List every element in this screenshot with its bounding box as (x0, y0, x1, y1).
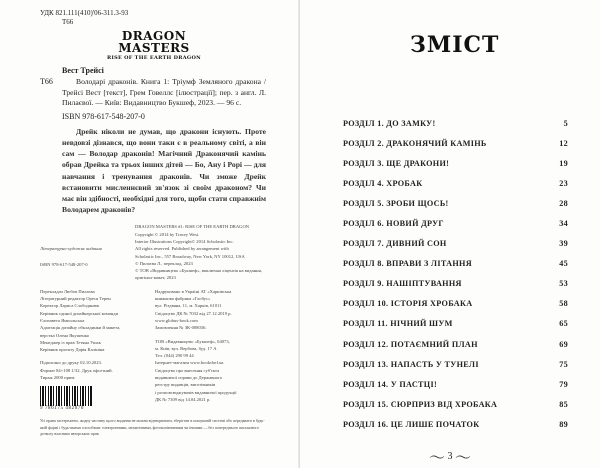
toc-label: РОЗДІЛ 4. ХРОБАК (343, 178, 423, 188)
publisher-line: реєстру видавців, виготівників (155, 382, 216, 388)
toc-label: РОЗДІЛ 5. ЗРОБИ ЩОСЬ! (343, 198, 449, 208)
logo-subtitle: RISE OF THE EARTH DRAGON (106, 55, 201, 61)
imprint-right-column (155, 288, 268, 413)
toc-label: РОЗДІЛ 3. ЩЕ ДРАКОНИ! (343, 158, 450, 168)
author: Вест Трейсі (62, 66, 104, 75)
toc-page: 58 (559, 299, 568, 309)
toc-page: 12 (559, 138, 568, 148)
toc-entry (343, 254, 568, 274)
credits-line: Єлизавета Ямпольська (40, 317, 85, 323)
publisher-line: і розповсюджувачів видавничої продукції (155, 389, 237, 395)
toc-label: РОЗДІЛ 6. НОВИЙ ДРУГ (343, 219, 444, 229)
copy-line: Interior Illustrations Copyright© 2014 Scholastic Inc. (135, 239, 234, 244)
toc-page: 79 (559, 379, 568, 389)
udk-code: УДК 821.111(410)'06-311.3-93 (40, 9, 129, 17)
toc-page: 45 (559, 259, 568, 269)
toc-page: 89 (559, 419, 568, 429)
credits-line: Керівник єдиної дизайнерської команди (40, 310, 119, 316)
toc-page: 19 (559, 158, 568, 168)
toc-page: 53 (559, 279, 568, 289)
toc-entry (343, 193, 568, 213)
copy-line: DRAGON MASTERS #1: RISE OF THE EARTH DRAGON (135, 224, 250, 230)
toc-label: РОЗДІЛ 16. ЦЕ ЛИШЕ ПОЧАТОК (343, 419, 480, 429)
printer-line: Свідоцтво ДК № 7032 від 27.12.2019 р. (155, 310, 232, 316)
blurb: Дрейк ніколи не думав, що дракони існують. Проте невдовзі дізнався, що вони таки є в реальному світі, а він сам — Володар драконів! Магічний Драконячий камінь обрав Дрейка та трьох інших дітей — Бо, Ану і Рорі — для навчання і тренування драконів. Чи зможе Дрейк встановити мисленнєвий зв'язок зі своїм драконом? Чи має він здібності, необхідні для того, щоби стати справжнім Володарем драконів? (62, 126, 266, 215)
page-number-text: 3 (447, 450, 453, 462)
credits-line: Адаптація дизайну обкладинки й макета, (40, 325, 121, 331)
toc-page: 34 (559, 219, 568, 229)
toc-entry (343, 354, 568, 374)
toc-page: 69 (559, 339, 568, 349)
toc-label: РОЗДІЛ 12. ПОТАЄМНИЙ ПЛАН (343, 339, 478, 349)
copy-line: © Пилаєва Л., переклад, 2023 (135, 260, 193, 266)
toc-page: 85 (559, 399, 568, 409)
logo-line2: MASTERS (118, 41, 190, 55)
copy-line: Scholastic Inc., 557 Broadway, New York, NY 10012, USA (135, 253, 245, 259)
barcode (40, 386, 92, 406)
printer-line: Надруковано в Україні АТ «Харківська (155, 288, 232, 294)
print-line: Тираж 2000 прим. (40, 375, 76, 381)
table-of-contents (343, 113, 568, 435)
index-side: Т66 (40, 77, 53, 86)
credits-line: Коректор Лариса Слободянюк (40, 303, 100, 309)
publisher-info (155, 338, 268, 404)
credits (40, 288, 155, 354)
toc-label: РОЗДІЛ 8. ВПРАВИ З ЛІТАННЯ (343, 259, 472, 269)
bibliographic-entry: Володарі драконів. Книга 1: Тріумф Земляного дракона / Трейсі Вест [текст], Грем Говеллс [ілюстрації]; пер. з англ. Л. Пилаєвої. — Київ: Видавництво Букшеф, 2023. — 96 с. (62, 77, 266, 108)
toc-entry (343, 213, 568, 233)
printer-line: Замовлення № ЗК-008036. (155, 325, 207, 331)
copy-line: Copyright © 2014 by Tracey West. (135, 231, 200, 237)
toc-entry (343, 234, 568, 254)
publisher-line: видавничої справи до Державного (155, 375, 223, 381)
toc-page: 23 (559, 178, 568, 188)
toc-entry (343, 274, 568, 294)
copyright-block (135, 223, 266, 281)
copy-line: © ТОВ «Видавництво «Букшеф», виключна ліцензія на видання, оригінал-макет, 2023 (135, 268, 262, 281)
index-top: Т66 (62, 18, 74, 26)
toc-entry (343, 113, 568, 133)
copyright-row (40, 223, 268, 281)
toc-entry (343, 314, 568, 334)
credits-line: Керівник проєкту Дарія Калініна (40, 347, 105, 353)
printer-line: книжкова фабрика «Глобус» (155, 296, 211, 302)
toc-page: 75 (559, 359, 568, 369)
toc-entry (343, 173, 568, 193)
credits-line: Менеджер із прав Тетяна Ушак (40, 339, 101, 345)
right-page (300, 0, 600, 468)
toc-page: 5 (563, 118, 568, 128)
print-line: Підписано до друку 02.10.2023. (40, 360, 102, 366)
swirl-right-icon: 〜 (455, 450, 472, 467)
toc-page: 65 (559, 319, 568, 329)
toc-label: РОЗДІЛ 9. НАШІПТУВАННЯ (343, 279, 462, 289)
printer-line: вул. Різдвяна, 11, м. Харків, 61011 (155, 303, 222, 309)
toc-entry (343, 414, 568, 434)
publisher-line: ТОВ «Видавництво «Букшеф», 04073, (155, 338, 230, 344)
barcode-number: 9 786175 482070 (40, 406, 84, 412)
publisher-line: Інтернет-магазин www.bookchef.ua (155, 360, 224, 366)
toc-label: РОЗДІЛ 13. НАПАСТЬ У ТУНЕЛІ (343, 359, 479, 369)
publisher-line: ДК № 7309 від 14.04.2021 р. (155, 396, 211, 402)
publisher-line: Тел. (044) 290 99 44 (155, 353, 194, 359)
printer-info (155, 288, 268, 332)
copy-line: All rights reserved. Published by arrangement with (135, 246, 229, 252)
toc-label: РОЗДІЛ 10. ІСТОРІЯ ХРОБАКА (343, 299, 473, 309)
print-line: Формат 84×108 1/32. Друк офсетний. (40, 367, 113, 373)
toc-entry (343, 374, 568, 394)
page-number (300, 445, 600, 468)
credits-line: Перекладач Любов Пилаєва (40, 288, 95, 294)
dragon-masters-logo (99, 30, 209, 62)
credits-line: верстка Олена Якушенко (40, 332, 90, 338)
credits-line: Літературний редактор Ореся Терен (40, 296, 111, 302)
toc-entry (343, 153, 568, 173)
toc-label: РОЗДІЛ 15. СЮРПРИЗ ВІД ХРОБАКА (343, 399, 498, 409)
toc-label: РОЗДІЛ 7. ДИВНИЙ СОН (343, 239, 447, 249)
toc-page: 39 (559, 239, 568, 249)
imprint-column (40, 9, 268, 437)
bibliographic-block (40, 77, 268, 109)
publisher-line: Свідоцтво про внесення суб'єкта (155, 367, 220, 373)
toc-entry (343, 294, 568, 314)
logo-line1: DRAGON (121, 29, 187, 43)
toc-label: РОЗДІЛ 1. ДО ЗАМКУ! (343, 118, 436, 128)
publisher-line: м. Київ, вул. Вербова, буд. 17 А (155, 345, 217, 351)
toc-page: 28 (559, 198, 568, 208)
imprint-columns (40, 288, 268, 413)
copyright-left (40, 223, 135, 281)
swirl-left-icon: 〜 (428, 450, 445, 467)
print-info (40, 359, 155, 381)
toc-label: РОЗДІЛ 14. У ПАСТЦІ! (343, 379, 437, 389)
toc-label: РОЗДІЛ 11. НІЧНИЙ ШУМ (343, 319, 453, 329)
toc-entry (343, 394, 568, 414)
legal-notice: Усі права застережено, жодну частину цього видання не можна відтворювати, зберігати в пошуковій системі або передавати в будь-якій формі і будь-якими способами: електронними, механічними, фотокопіюванням чи іншими — без попереднього письмового дозволу власника авторських прав. (40, 418, 265, 436)
genre: Літературно-художнє видання (40, 246, 102, 252)
toc-title: ЗМІСТ (410, 32, 500, 58)
printer-line: www.globus-book.com (155, 317, 198, 323)
imprint-left-column (40, 288, 155, 413)
toc-entry (343, 334, 568, 354)
isbn-small: ISBN 978-617-548-207-0 (40, 261, 88, 267)
isbn: ISBN 978-617-548-207-0 (62, 111, 145, 121)
toc-entry (343, 133, 568, 153)
toc-label: РОЗДІЛ 2. ДРАКОНЯЧИЙ КАМІНЬ (343, 138, 487, 148)
